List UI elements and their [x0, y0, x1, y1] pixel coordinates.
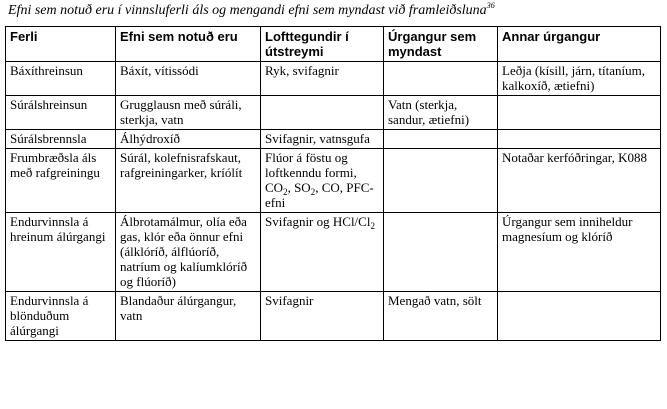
- cell-gases: [261, 96, 384, 130]
- cell-materials: Báxít, vítissódi: [116, 62, 261, 96]
- cell-materials: Álhýdroxíð: [116, 130, 261, 149]
- header-row: [6, 27, 661, 62]
- table-row: [6, 213, 661, 292]
- cell-gases: Ryk, svifagnir: [261, 62, 384, 96]
- cell-materials: Álbrotamálmur, olía eða gas, klór eða önnur efni (álklóríð, álflúoríð, natríum og kalíumklóríð og flúoríð): [116, 213, 261, 292]
- formula-co2: $CO_2$: [265, 180, 288, 197]
- cell-materials: Grugglausn með súráli, sterkja, vatn: [116, 96, 261, 130]
- cell-waste: Mengað vatn, sölt: [384, 292, 498, 341]
- footnote-marker: 36: [486, 1, 495, 10]
- gases-pfc: PFC-efni: [265, 180, 374, 210]
- header-other-waste: Annar úrgangur: [498, 27, 661, 62]
- formula-so2: $SO_2$: [294, 180, 316, 197]
- cell-waste: [384, 149, 498, 213]
- caption-text: Efni sem notuð eru í vinnsluferli áls og mengandi efni sem myndast við framleiðsluna: [8, 3, 487, 18]
- cell-waste: Vatn (sterkja, sandur, ætiefni): [384, 96, 498, 130]
- cell-gases: Svifagnir: [261, 292, 384, 341]
- cell-process: Súrálshreinsun: [6, 96, 116, 130]
- cell-materials: Súrál, kolefnisrafskaut, rafgreiningarker, kríólít: [116, 149, 261, 213]
- header-materials: Efni sem notuð eru: [116, 27, 261, 62]
- cell-process: Endurvinnsla á blönduðum álúrgangi: [6, 292, 116, 341]
- cell-other-waste: [498, 96, 661, 130]
- header-waste: Úrgangur sem myndast: [384, 27, 498, 62]
- cell-gases: [261, 213, 384, 292]
- table-row: [6, 96, 661, 130]
- cell-gases: Svifagnir, vatnsgufa: [261, 130, 384, 149]
- pollutants-table: [5, 26, 661, 341]
- formula-hcl: HCl/$Cl_2$: [332, 214, 375, 231]
- cell-other-waste: Notaðar kerfóðringar, K088: [498, 149, 661, 213]
- cell-gases: Flúor á föstu og loftkenndu formi, $CO_2$, $SO_2$, CO, PFC-efni: [261, 149, 384, 213]
- cell-other-waste: [498, 292, 661, 341]
- gases-text: Flúor á föstu og loftkenndu formi,: [265, 150, 357, 180]
- header-process: Ferli: [6, 27, 116, 62]
- cell-materials: Blandaður álúrgangur, vatn: [116, 292, 261, 341]
- gases-text: Svifagnir og: [265, 214, 330, 229]
- table-row: [6, 292, 661, 341]
- table-row: [6, 149, 661, 213]
- cell-process: Súrálsbrennsla: [6, 130, 116, 149]
- table-row: [6, 62, 661, 96]
- table-row: [6, 130, 661, 149]
- cell-waste: [384, 213, 498, 292]
- header-gases: Lofttegundir í útstreymi: [261, 27, 384, 62]
- cell-other-waste: Leðja (kísill, járn, títaníum, kalkoxíð, ætiefni): [498, 62, 661, 96]
- table-caption: [8, 2, 658, 20]
- cell-other-waste: Úrgangur sem inniheldur magnesíum og klóríð: [498, 213, 661, 292]
- cell-waste: [384, 62, 498, 96]
- formula-co: CO,: [321, 180, 343, 195]
- cell-waste: [384, 130, 498, 149]
- cell-process: Báxíthreinsun: [6, 62, 116, 96]
- cell-other-waste: [498, 130, 661, 149]
- cell-process: Endurvinnsla á hreinum álúrgangi: [6, 213, 116, 292]
- cell-process: Frumbræðsla áls með rafgreiningu: [6, 149, 116, 213]
